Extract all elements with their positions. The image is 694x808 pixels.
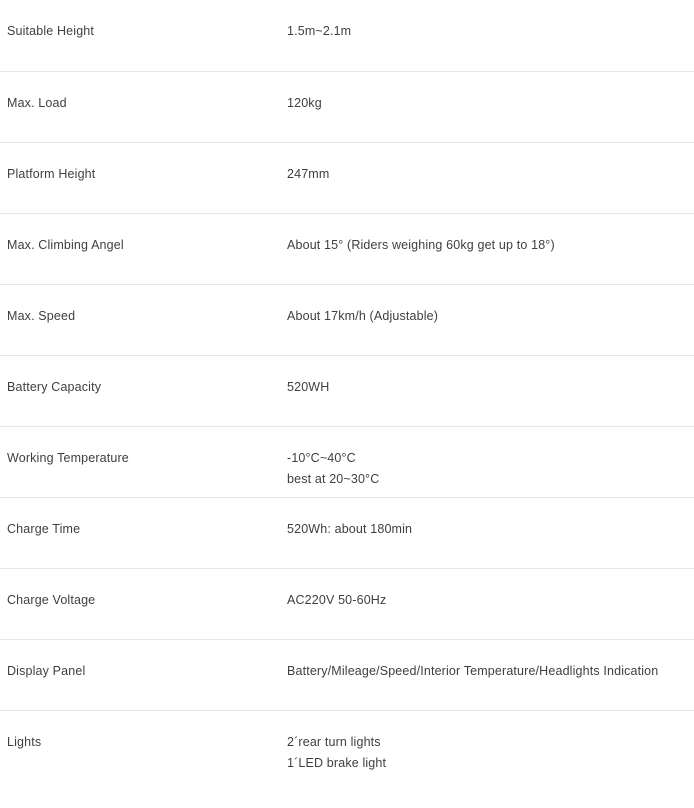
spec-value-line1: 520WH	[287, 379, 330, 394]
spec-label: Lights	[7, 734, 42, 749]
spec-value-line1: -10°C~40°C	[287, 450, 356, 465]
spec-value-line2: 1´LED brake light	[287, 755, 387, 770]
spec-label-cell	[0, 355, 212, 426]
spec-label: Max. Speed	[7, 308, 76, 323]
spec-label-cell	[0, 213, 212, 284]
spec-value-line1: 1.5m~2.1m	[287, 24, 352, 38]
spec-label: Charge Time	[7, 521, 81, 536]
spec-value	[212, 569, 694, 611]
table-row	[0, 497, 694, 568]
spec-label: Working Temperature	[7, 450, 129, 465]
table-row	[0, 284, 694, 355]
spec-value	[212, 214, 694, 256]
spec-label: Display Panel	[7, 663, 86, 678]
spec-label-cell	[0, 568, 212, 639]
spec-value-cell	[212, 426, 694, 497]
spec-value	[212, 498, 694, 540]
spec-label-cell	[0, 497, 212, 568]
table-row	[0, 639, 694, 710]
table-row	[0, 71, 694, 142]
spec-value-cell	[212, 497, 694, 568]
spec-value	[212, 711, 694, 774]
spec-label-cell	[0, 639, 212, 710]
spec-value-cell	[212, 71, 694, 142]
spec-label: Charge Voltage	[7, 592, 96, 607]
spec-value	[212, 143, 694, 185]
spec-label: Battery Capacity	[7, 379, 102, 394]
spec-value-cell	[212, 568, 694, 639]
table-row	[0, 710, 694, 781]
spec-value-cell	[212, 355, 694, 426]
spec-value	[212, 640, 694, 682]
spec-value-line1: AC220V 50-60Hz	[287, 592, 387, 607]
spec-value-line1: About 17km/h (Adjustable)	[287, 308, 439, 323]
spec-value-cell	[212, 142, 694, 213]
table-row	[0, 142, 694, 213]
spec-value	[212, 356, 694, 398]
table-row	[0, 568, 694, 639]
spec-label: Max. Load	[7, 95, 67, 110]
table-row	[0, 213, 694, 284]
spec-value-cell	[212, 284, 694, 355]
spec-label: Max. Climbing Angel	[7, 237, 124, 252]
table-row	[0, 426, 694, 497]
spec-value-line1: About 15° (Riders weighing 60kg get up to 18°)	[287, 237, 555, 252]
spec-value-cell	[212, 0, 694, 71]
spec-value-cell	[212, 710, 694, 781]
table-row	[0, 355, 694, 426]
spec-label-cell	[0, 142, 212, 213]
spec-value	[212, 72, 694, 114]
spec-value-line1: Battery/Mileage/Speed/Interior Temperature/Headlights Indication	[287, 663, 659, 678]
spec-value-line2: best at 20~30°C	[287, 471, 380, 486]
spec-label: Platform Height	[7, 166, 96, 181]
spec-label-cell	[0, 0, 212, 71]
spec-label-cell	[0, 426, 212, 497]
spec-label-cell	[0, 710, 212, 781]
spec-value	[212, 0, 694, 42]
spec-value-line1: 247mm	[287, 166, 330, 181]
spec-label-cell	[0, 71, 212, 142]
spec-value	[212, 427, 694, 490]
spec-value-cell	[212, 639, 694, 710]
spec-value-line1: 2´rear turn lights	[287, 734, 381, 749]
table-row	[0, 0, 694, 71]
spec-label-cell	[0, 284, 212, 355]
spec-value	[212, 285, 694, 327]
spec-label: Suitable Height	[7, 24, 95, 38]
spec-value-cell	[212, 213, 694, 284]
spec-value-line1: 120kg	[287, 95, 322, 110]
spec-value-line1: 520Wh: about 180min	[287, 521, 413, 536]
